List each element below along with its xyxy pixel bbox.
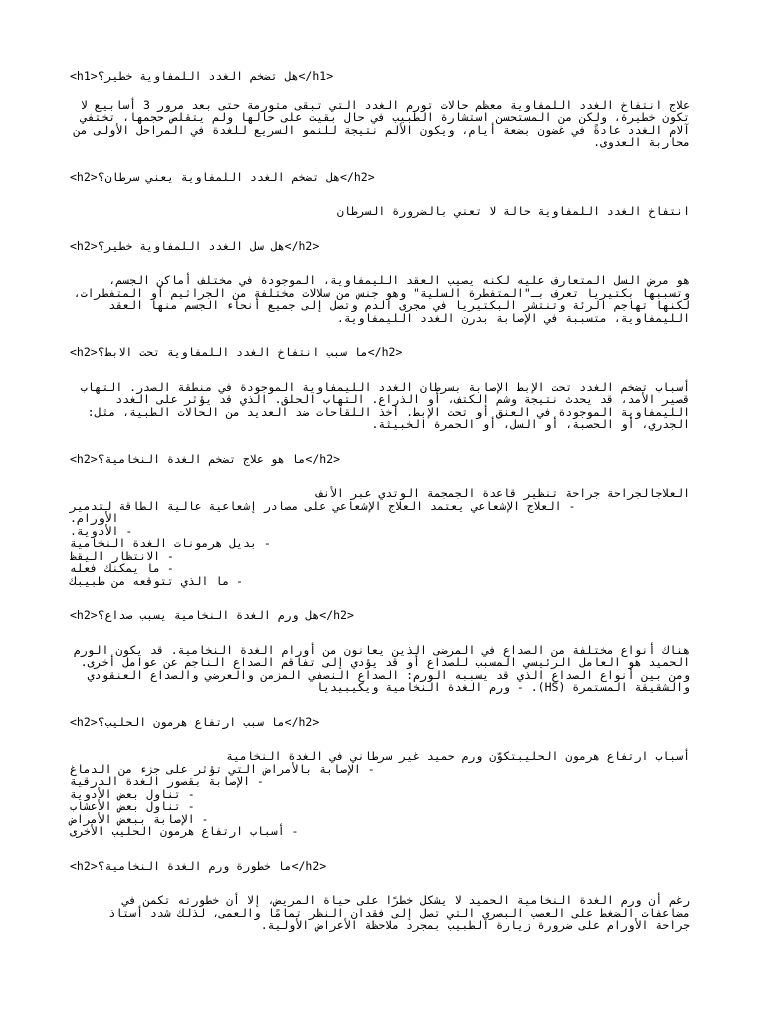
heading-h2-headache: <h2>هل ورم الغدة النخامية يسبب صداع؟</h2> xyxy=(70,608,354,622)
heading-h1-pituitary-danger: <h1>هل تضخم الغدد اللمفاوية خطير؟</h1> xyxy=(70,69,334,83)
list-item: - أسباب ارتفاع هرمون الحليب الأخرى xyxy=(70,824,299,838)
list-item: - الأدوية. xyxy=(70,523,133,538)
heading-h2-tuberculosis: <h2>هل سل الغدد اللمفاوية خطير؟</h2> xyxy=(70,238,320,253)
paragraph-armpit-causes: أسباب تضخم الغدد تحت الإبط الإصابة بسرطان الغدد الليمفاوية الموجودة في منطقة الصدر. التهاب قصير الأمد، قد يحدث نتيجة وشم الكتف، أو الذراع. التهاب الحلق. الذي قد يؤثر على الغدد الليمفاوية الموجودة في العنق أو تحت الإبط. أخذ اللقاحات ضد العديد من الحالات الطبية، مثل: الجدري، أو الحصبة، أو السل، أو الحمرة الخبيثة. xyxy=(80,379,690,431)
paragraph-tumor-danger: رغم أن ورم الغدة النخامية الحميد لا يشكل خطرًا على حياة المريض، إلا أن خطورته تكمن في مضاعفات الضغط على العصب البصري التي تصل إلى فقدان النظر تمامًا والعمى، لذلك شدد أستاذ جراحة الأورام على ضرورة زيارة الطبيب بمجرد ملاحظة الأعراض الأولية. xyxy=(108,893,690,932)
heading-h2-armpit: <h2>ما سبب انتفاخ الغدد اللمفاوية تحت الابط؟</h2> xyxy=(70,345,403,359)
list-item: - العلاج الإشعاعي يعتمد العلاج الإشعاعي على مصادر إشعاعية عالية الطاقة لتدمير xyxy=(70,498,576,513)
list-item-continuation: الأورام. xyxy=(70,511,119,525)
paragraph-headache: هناك أنواع مختلفة من الصداع في المرضى الذين يعانون من أورام الغدة النخامية. قد يكون الورم الحميد هو العامل الرئيسي المسبب للصداع أو قد يؤدي إلى تفاقم الصداع الناجم عن عوامل أخرى. ومن بين أنواع الصداع الذي قد يسببه الورم: الصداع النصفي المزمن والعرضي والصداع العنقودي والشقيقة المستمرة (HS). - ورم الغدة النخامية ويكيبيديا xyxy=(73,642,690,694)
list-item: - ما يمكنك فعله xyxy=(70,561,174,575)
treatment-intro: العلاجالجراحة جراحة تنظير قاعدة الجمجمة الوتدي عبر الأنف xyxy=(316,486,690,500)
list-item: - بديل هرمونات الغدة النخامية xyxy=(70,536,271,550)
document-page xyxy=(70,70,690,932)
list-item: - الإصابة بقصور الغدة الدرقية xyxy=(70,774,264,788)
heading-h2-prolactin: <h2>ما سبب ارتفاع هرمون الحليب؟</h2> xyxy=(70,714,320,729)
list-item: - الإصابة بالأمراض التي تؤثر على جزء من الدماغ xyxy=(70,761,375,776)
list-item: - الانتظار اليقظ xyxy=(70,548,174,563)
paragraph-not-cancer: انتفاخ الغدد اللمفاوية حالة لا تعني بالضرورة السرطان xyxy=(336,204,690,218)
heading-h2-cancer: <h2>هل تضخم الغدد اللمفاوية يعني سرطان؟</h2> xyxy=(70,169,375,184)
heading-h2-pituitary-treatment: <h2>ما هو علاج تضخم الغدة النخامية؟</h2> xyxy=(70,451,341,466)
prolactin-intro: أسباب ارتفاع هرمون الحليبتكوّن ورم حميد غير سرطاني في الغدة النخامية xyxy=(226,749,690,763)
paragraph-lymph-treatment: علاج انتفاخ الغدد اللمفاوية معظم حالات تورم الغدد التي تبقى متورمة حتى بعد مرور 3 أسابيع لا تكون خطيرة، ولكن من المستحسن استشارة الطبيب في حال بقيت على حالها ولم يتقلص حجمها، تختفي آلام الغدد عادةً في غضون بضعة أيام، ويكون الألم نتيجة للنمو السريع للغدة في المراحل الأولى من محاربة العدوى. xyxy=(73,97,690,149)
heading-h2-tumor-danger: <h2>ما خطورة ورم الغدة النخامية؟</h2> xyxy=(70,858,327,873)
list-item: - تناول بعض الأعشاب xyxy=(70,799,195,813)
list-item: - الإصابة ببعض الأمراض xyxy=(70,811,209,826)
list-item: - ما الذي تتوقعه من طبيبك xyxy=(70,573,244,588)
paragraph-tuberculosis: هو مرض السل المتعارف عليه لكنه يصيب العقد الليمفاوية، الموجودة في مختلف أماكن الجسم، وتسببها بكتيريا تعرف بـ"المتفطرة السلية" وهو جنس من سلالات مختلفة من الجراثيم أو المتفطرات، لكنها تهاجم الرئة وتنتشر البكتيريا في مجرى الدم وتصل إلى جميع أنحاء الجسم منها العقد الليمفاوية، متسببة في الإصابة بدرن الغدد الليمفاوية. xyxy=(73,273,690,325)
list-item: - تناول بعض الأدوية xyxy=(70,786,195,801)
